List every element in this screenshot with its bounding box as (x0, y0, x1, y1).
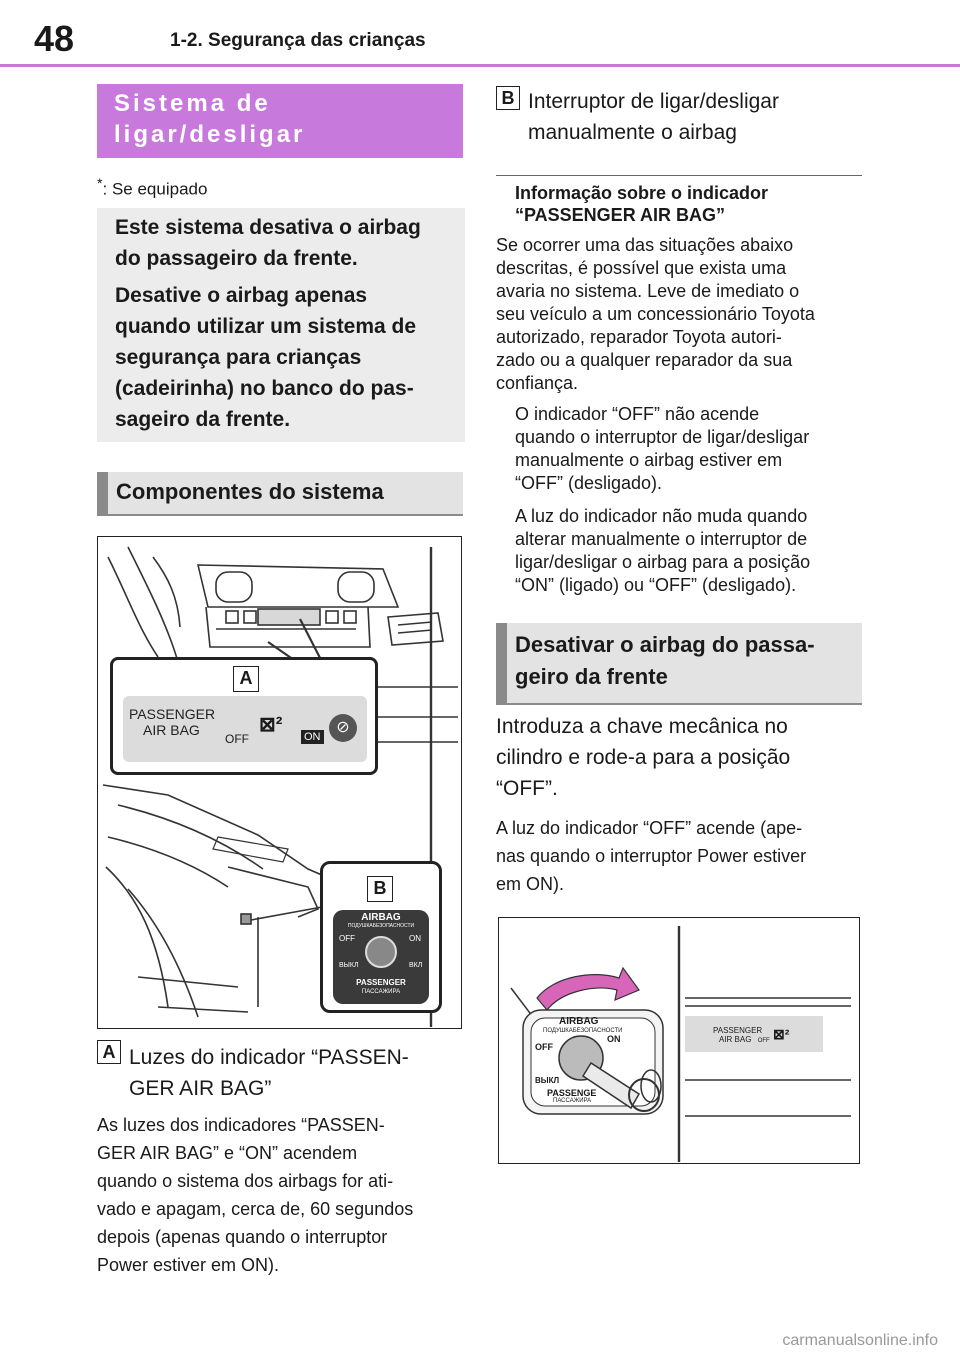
manual-airbag-heading (97, 84, 463, 185)
info-title-line: “PASSENGER AIR BAG” (515, 205, 726, 225)
switch-on-ru-text: ВКЛ (409, 962, 423, 969)
item-a-label: A (97, 1040, 121, 1064)
callout-a-label: A (233, 666, 259, 692)
key-cylinder (365, 936, 397, 968)
components-heading (97, 472, 463, 516)
switch-passenger-ru-text: ПАССАЖИРА (361, 989, 401, 995)
system-components-figure (97, 536, 462, 1029)
deactivate-title-line: geiro da frente (515, 664, 668, 689)
switch-passenger-text: PASSENGER (356, 978, 406, 987)
components-title: Componentes do sistema (116, 479, 384, 504)
info-line: descritas, é possível que exista uma (496, 258, 787, 278)
switch-off-text: OFF (339, 934, 355, 943)
fig2-airbag-off-icon: ⊠² (773, 1026, 790, 1042)
note-line: (cadeirinha) no banco do pas- (115, 377, 414, 400)
info-line: Se ocorrer uma das situações abaixo (496, 235, 794, 255)
step-line: cilindro e rode-a para a posição (496, 746, 791, 769)
airbag-switch-panel (333, 910, 429, 1004)
fig2-airbag-ru-text: ПОДУШКАБЕЗОПАСНОСТИ (543, 1028, 623, 1034)
note-line: Este sistema desativa o airbag (115, 216, 421, 239)
page-number: 48 (34, 18, 75, 59)
footnote-text: : Se equipado (102, 179, 208, 199)
item-a-line: As luzes dos indicadores “PASSEN- (97, 1115, 385, 1135)
info-title-line: Informação sobre o indicador (515, 183, 769, 203)
heading-mark: * (428, 157, 438, 173)
heading-line-1: Sistema de ligar/desligar (114, 90, 306, 148)
fig2-passenger-ru-text: ПАССАЖИРА (553, 1098, 592, 1104)
item-a-title-line: Luzes do indicador “PASSEN- (129, 1046, 409, 1069)
switch-off-ru-text: ВЫКЛ (339, 962, 359, 969)
info-bullet-line: alterar manualmente o interruptor de (515, 529, 808, 549)
info-bullet-line: O indicador “OFF” não acende (515, 404, 760, 424)
fig2-indicator-text (713, 1026, 770, 1046)
indicator-callout (110, 657, 378, 775)
item-b-title-line: Interruptor de ligar/desligar (528, 90, 779, 113)
fig2-indicator-passenger: PASSENGER (713, 1026, 763, 1035)
running-header: 1-2. Segurança das crianças (170, 30, 426, 51)
item-a-title-line: GER AIR BAG” (129, 1077, 272, 1100)
fig2-off-text: OFF (535, 1042, 553, 1052)
footnote-mark: * (97, 176, 103, 192)
airbag-off-icon: ⊠² (259, 714, 283, 736)
deactivate-note (496, 814, 862, 898)
callout-b-label: B (367, 876, 393, 902)
item-a-line: depois (apenas quando o interruptor (97, 1227, 388, 1247)
fig2-on-text: ON (607, 1034, 621, 1044)
item-a-description (97, 1111, 467, 1279)
step-line: Introduza a chave mecânica no (496, 715, 788, 738)
indicator-passenger-text: PASSENGER (129, 706, 216, 722)
item-b-title-line: manualmente o airbag (528, 121, 737, 144)
switch-callout (320, 861, 442, 1013)
info-line: avaria no sistema. Leve de imediato o (496, 281, 800, 301)
note-line: A luz do indicador “OFF” acende (ape- (496, 818, 803, 838)
info-bullet-1 (515, 403, 860, 495)
item-a-line: vado e apagam, cerca de, 60 segundos (97, 1199, 414, 1219)
info-bullet-line: “OFF” (desligado). (515, 473, 663, 493)
info-bullet-line: quando o interruptor de ligar/desligar (515, 427, 810, 447)
indicator-panel (123, 696, 367, 762)
watermark: carmanualsonline.info (782, 1332, 938, 1349)
info-rule (496, 175, 862, 176)
note-line: sageiro da frente. (115, 408, 291, 431)
info-line: zado ou a qualquer reparador da sua (496, 350, 793, 370)
switch-airbag-ru-text: ПОДУШКАБЕЗОПАСНОСТИ (347, 923, 415, 929)
key-switch-illustration (499, 918, 858, 1162)
note-line: nas quando o interruptor Power estiver (496, 846, 807, 866)
deactivate-title-line: Desativar o airbag do passa- (515, 632, 815, 657)
item-a-line: Power estiver em ON). (97, 1255, 280, 1275)
note-line: quando utilizar um sistema de (115, 315, 417, 338)
info-line: seu veículo a um concessionário Toyota (496, 304, 815, 324)
step-line: “OFF”. (496, 777, 558, 800)
note-box (97, 208, 465, 442)
info-bullet-line: ligar/desligar o airbag para a posição (515, 552, 811, 572)
note-line: segurança para crianças (115, 346, 362, 369)
heading-line-2: manualmente o airbag (114, 158, 429, 185)
note-line: em ON). (496, 874, 565, 894)
info-bullet-2 (515, 505, 860, 597)
fig2-airbag-text: AIRBAG (559, 1016, 599, 1027)
key-switch-figure (498, 917, 860, 1164)
fig2-off-ru-text: ВЫКЛ (535, 1076, 560, 1085)
item-a-line: quando o sistema dos airbags for ati- (97, 1171, 394, 1191)
fig2-indicator-airbag: AIR BAG (719, 1035, 752, 1044)
note-line: Desative o airbag apenas (115, 284, 368, 307)
indicator-off-text: OFF (225, 732, 249, 746)
item-b-title (528, 86, 858, 148)
fig2-indicator-off: OFF (757, 1038, 770, 1044)
switch-airbag-text: AIRBAG (361, 912, 401, 923)
info-bullet-line: manualmente o airbag estiver em (515, 450, 783, 470)
header-rule (0, 64, 960, 67)
fig2-passenger-text: PASSENGE (547, 1088, 597, 1098)
info-intro (496, 234, 862, 395)
airbag-prohibited-icon: ⊘ (329, 714, 357, 742)
item-a-line: GER AIR BAG” e “ON” acendem (97, 1143, 358, 1163)
item-b-label: B (496, 86, 520, 110)
switch-on-text: ON (409, 934, 421, 943)
note-line: do passageiro da frente. (115, 247, 358, 270)
info-line: autorizado, reparador Toyota autori- (496, 327, 782, 347)
deactivate-heading (496, 623, 862, 705)
info-bullet-line: A luz do indicador não muda quando (515, 506, 808, 526)
info-bullet-line: “ON” (ligado) ou “OFF” (desligado). (515, 575, 797, 595)
info-title (515, 182, 855, 226)
deactivate-step (496, 711, 862, 804)
rotation-arrow-icon (537, 968, 639, 1010)
indicator-on-text: ON (301, 730, 324, 744)
indicator-airbag-text: AIR BAG (143, 722, 200, 738)
info-line: confiança. (496, 373, 579, 393)
footnote (97, 176, 207, 200)
item-a-title (129, 1042, 459, 1104)
